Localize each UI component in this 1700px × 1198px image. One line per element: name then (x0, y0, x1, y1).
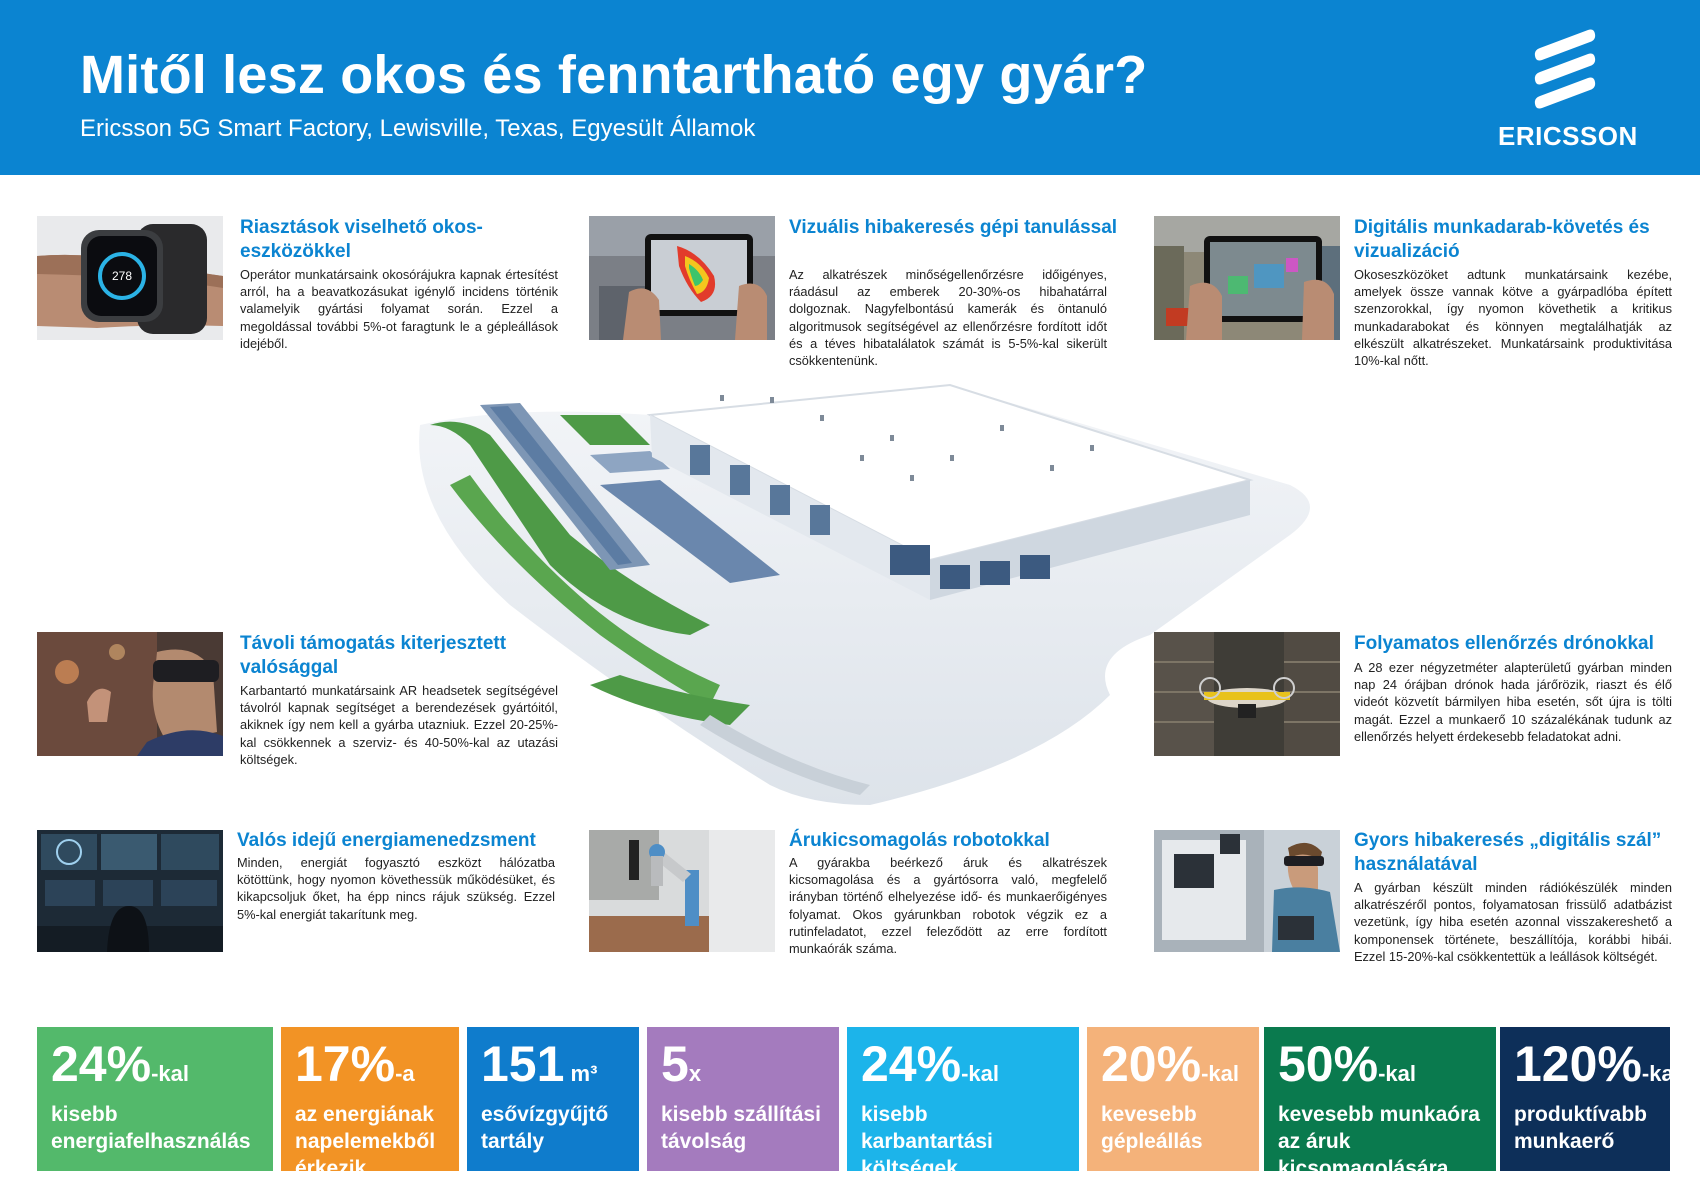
stat-description: esővízgyűjtő tartály (481, 1103, 609, 1153)
stat-rainwater-tanks (467, 1027, 639, 1171)
stat-suffix: -kal (961, 1061, 999, 1086)
stat-suffix: m³ (564, 1061, 598, 1086)
stat-value: 20% (1101, 1036, 1202, 1092)
ar-headset-photo (37, 632, 223, 756)
stat-suffix: -a (395, 1061, 415, 1086)
stat-suffix: -kal (1641, 1061, 1680, 1086)
stat-suffix: -kal (1378, 1061, 1416, 1086)
stat-maintenance-costs (847, 1027, 1079, 1180)
feature-text: A 28 ezer négyzetméter alapterületű gyárban minden nap 24 órájban drónok hada járőrözik, riaszt és élő videót közvetít bármilyen hiba esetén, sőt újra is tölti magát. Ezzel a munkaerő 10 százalékának tudunk az ellenőrzés helyett érdekesebb feladatokat adni. (1354, 660, 1672, 744)
stat-suffix: -kal (1201, 1061, 1239, 1086)
stat-value: 24% (51, 1036, 152, 1092)
feature-title: Gyors hibakeresés „digitális szál” használatával (1354, 830, 1662, 875)
ericsson-logo-icon (1534, 28, 1598, 108)
stat-description: kisebb szállítási távolság (661, 1103, 821, 1153)
stat-description: produktívabb munkaerő (1514, 1103, 1648, 1153)
robot-arm-photo (589, 829, 775, 951)
page-title: Mitől lesz okos és fenntartható egy gyár? (80, 45, 1148, 105)
feature-text: Minden, energiát fogyasztó eszközt hálózatba kötöttünk, hogy nyomon követhessük működésüket, és kikapcsoljuk őket, ha épp nincs rájuk szükség. Ezzel 5%-kal energiát takarítunk meg. (237, 855, 555, 922)
stat-description: az energiának napelemekből érkezik (295, 1103, 436, 1180)
stat-description: kisebb karbantartási költségek (861, 1103, 993, 1180)
tablet-inspection-photo (589, 216, 775, 340)
feature-text: A gyárakba beérkező áruk és alkatrészek kicsomagolása és a gyártósorra való, megfelelő irányban történő elhelyezése idő- és munkaerőigényes folyamat. Okos gyárunkban robotok végzik ez a rutinfeladatot, ezzel feleződött az erre fordított munkaórák száma. (789, 855, 1107, 957)
feature-text: Operátor munkatársaink okosórájukra kapnak értesítést arról, ha a beavatkozásukat igénylő incidens történik valamelyik gyártási folyamat során. Ezzel a megoldással további 5%-ot faragtunk le a gépleállások idejéből. (240, 267, 558, 351)
stat-value: 17% (295, 1036, 396, 1092)
stat-description: kisebb energiafelhasználás (51, 1103, 251, 1153)
factory-illustration (390, 385, 1340, 805)
stat-unpacking-hours (1264, 1027, 1496, 1180)
feature-text: A gyárban készült minden rádiókészülék minden alkatrészéről pontos, folyamatosan frissülő adatbázist vezetünk, így hiba esetén azonnal visszakereshető a komponensek története, beszállítója, korábbi hibái. Ezzel 15-20%-kal csökkentettük a leállások költségét. (1354, 880, 1672, 964)
control-room-photo (37, 829, 223, 951)
feature-text: Az alkatrészek minőségellenőrzésre időigényes, ráadásul az emberek 20-30%-os hibahatárral dolgoznak. Nagyfelbontású kamerák és öntanuló algoritmusok segítségével az ellenőrzésre fordított időt és a téves hibatalálatok számát is 5-5%-kal sikerült csökkentenünk. (789, 267, 1107, 369)
stat-energy-consumption (37, 1027, 273, 1171)
page-subtitle: Ericsson 5G Smart Factory, Lewisville, Texas, Egyesült Államok (80, 115, 756, 142)
feature-title: Árukicsomagolás robotokkal (789, 830, 1050, 851)
ericsson-logo (1498, 28, 1638, 151)
stat-value: 5 (661, 1036, 689, 1092)
stat-value: 151 (481, 1036, 565, 1092)
stat-downtime (1087, 1027, 1259, 1171)
logo-wordmark: ERICSSON (1498, 121, 1638, 151)
feature-title: Vizuális hibakeresés gépi tanulással (789, 217, 1118, 238)
stat-description: kevesebb gépleállás (1101, 1103, 1203, 1153)
feature-title: Távoli támogatás kiterjesztett valósággal (240, 633, 507, 678)
stat-description: kevesebb munkaóra az áruk kicsomagolására (1278, 1103, 1480, 1180)
watch-value: 278 (111, 269, 133, 283)
feature-title: Folyamatos ellenőrzés drónokkal (1354, 633, 1654, 654)
feature-title: Digitális munkadarab-követés és vizualizáció (1354, 217, 1650, 262)
stat-suffix: -kal (151, 1061, 189, 1086)
feature-text: Karbantartó munkatársaink AR headsetek segítségével távolról kapnak segítséget a berendezések gyártóitól, akiknek így nem kell a gyárba utazniuk. Ezzel 20-25%-kal csökkennek a szerviz- és 40-50%-kal az utazási költségek. (240, 683, 558, 767)
feature-title: Riasztások viselhető okos-eszközökkel (240, 217, 483, 262)
tablet-tracking-photo (1154, 216, 1340, 340)
header-banner (0, 0, 1700, 175)
smartwatch-photo (37, 216, 223, 340)
stat-suffix: x (688, 1061, 702, 1086)
feature-text: Okoseszközöket adtunk munkatársaink kezébe, amelyek össze vannak kötve a gyárpadlóba épített szenzorokkal, így nyomon követhetik a kritikus munkadarabokat és könnyen megtalálhatják az elkészült alkatrészeket. Munkatársaink produktivitása 10%-kal nőtt. (1354, 267, 1672, 369)
stat-value: 24% (861, 1036, 962, 1092)
digital-thread-photo (1154, 829, 1340, 951)
stat-value: 120% (1514, 1036, 1642, 1092)
stat-productivity (1500, 1027, 1680, 1171)
stat-value: 50% (1278, 1036, 1379, 1092)
stat-solar-energy (281, 1027, 459, 1180)
feature-title: Valós idejű energiamenedzsment (237, 830, 536, 851)
stat-transport-distance (647, 1027, 839, 1171)
